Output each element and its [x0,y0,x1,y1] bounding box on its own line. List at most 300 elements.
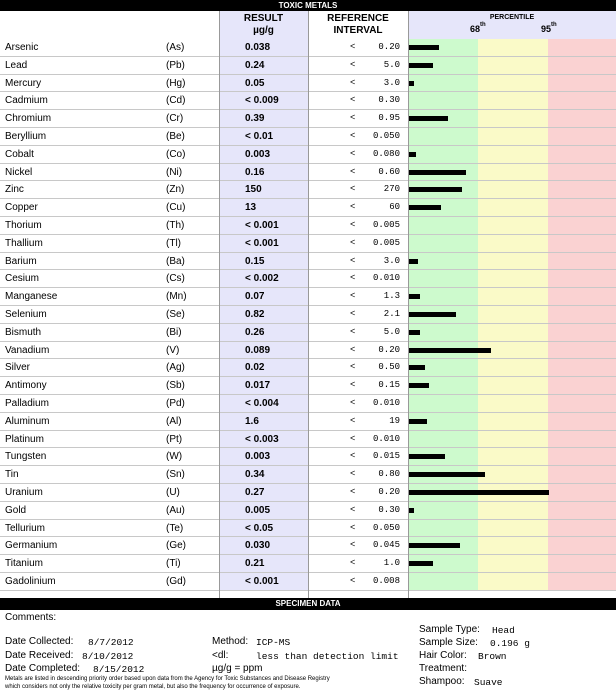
green-zone [408,395,478,412]
metal-symbol: (Sb) [166,380,185,392]
metal-symbol: (V) [166,344,180,356]
yellow-zone [478,164,548,181]
yellow-zone [478,75,548,92]
result-value: 1.6 [219,413,308,430]
metal-symbol: (Ba) [166,255,185,267]
metal-symbol: (Co) [166,148,186,160]
metal-symbol: (Pt) [166,433,183,445]
percentile-bar [408,348,491,353]
table-title: TOXIC METALS [0,0,616,11]
green-zone [408,253,478,270]
red-zone [548,270,616,287]
red-zone [548,164,616,181]
metal-symbol: (W) [166,451,183,463]
reference-value: 0.20 [378,344,400,355]
yellow-zone [478,502,548,519]
red-zone [548,520,616,537]
green-zone [408,92,478,109]
less-than-sign: < [350,291,356,302]
percentile-track [408,573,616,590]
percentile-bar [408,170,466,175]
percentile-bar [408,543,460,548]
result-value: 0.24 [219,57,308,74]
reference-value: 0.050 [372,522,400,533]
yellow-zone [478,128,548,145]
red-zone [548,377,616,394]
sample-size-label: Sample Size: [419,637,478,648]
percentile-bar [408,63,433,68]
metal-name: Lead [5,59,28,71]
less-than-sign: < [350,42,356,52]
footnote [5,675,425,691]
less-than-sign: < [350,397,356,408]
yellow-zone [478,199,548,216]
less-than-sign: < [350,202,356,213]
less-than-sign: < [350,380,356,391]
result-value: < 0.002 [219,270,308,287]
reference-value: 0.30 [378,504,400,515]
reference-value: 60 [389,202,400,213]
reference-column-header [308,11,408,39]
result-value: < 0.004 [219,395,308,412]
result-value: 0.05 [219,75,308,92]
reference-value: 0.008 [372,575,400,586]
percentile-bar [408,45,439,50]
result-value: 0.26 [219,324,308,341]
less-than-sign: < [350,59,356,70]
red-zone [548,395,616,412]
yellow-zone [478,146,548,163]
percentile-track [408,39,616,56]
reference-value: 0.045 [372,540,400,551]
metal-symbol: (Hg) [166,77,186,89]
red-zone [548,57,616,74]
percentile-track [408,502,616,519]
red-zone [548,555,616,572]
footnote-line-1: Metals are listed in descending priority order based upon data from the Agency for Toxic Substances and Disease Registry [5,676,330,682]
sample-size-value: 0.196 g [490,638,530,649]
result-value: 0.003 [219,448,308,465]
result-column-header [219,11,308,39]
percentile-95-label [541,24,557,34]
reference-value: 0.005 [372,237,400,248]
red-zone [548,359,616,376]
percentile-68-label [470,24,486,34]
metal-symbol: (Au) [166,504,185,516]
method-label: Method: [212,636,249,647]
reference-header-label: REFERENCE [327,13,389,24]
metal-name: Zinc [5,184,24,196]
yellow-zone [478,288,548,305]
metal-name: Tungsten [5,451,47,463]
less-than-sign: < [350,113,356,124]
red-zone [548,573,616,590]
treatment-label: Treatment: [419,663,467,674]
red-zone [548,253,616,270]
metal-symbol: (Be) [166,130,185,142]
metal-name: Cadmium [5,95,48,107]
red-zone [548,146,616,163]
percentile-track [408,413,616,430]
percentile-bar [408,152,416,157]
hair-color-label: Hair Color: [419,650,467,661]
less-than-sign: < [350,184,356,195]
metal-symbol: (Gd) [166,575,186,587]
metal-symbol: (Sn) [166,469,185,481]
column-divider [408,11,409,598]
less-than-sign: < [350,469,356,480]
dl-label: <dl: [212,650,229,661]
interval-header-label: INTERVAL [333,25,383,36]
metal-name: Silver [5,362,31,374]
less-than-sign: < [350,433,356,444]
red-zone [548,199,616,216]
dl-text: less than detection limit [256,651,399,662]
method-value: ICP-MS [256,637,291,648]
metal-name: Nickel [5,166,33,178]
percentile-track [408,466,616,483]
metal-symbol: (Te) [166,522,184,534]
column-divider [219,11,220,598]
metal-symbol: (Cs) [166,273,185,285]
percentile-bar [408,561,433,566]
metal-symbol: (Ge) [166,540,186,552]
date-completed-label: Date Completed: [5,663,81,674]
red-zone [548,217,616,234]
reference-value: 0.080 [372,148,400,159]
percentile-bar [408,187,462,192]
green-zone [408,75,478,92]
metal-name: Titanium [5,558,43,570]
percentile-bar [408,490,549,495]
reference-value: 5.0 [383,326,400,337]
date-received-label: Date Received: [5,650,74,661]
less-than-sign: < [350,255,356,266]
less-than-sign: < [350,362,356,373]
percentile-track [408,92,616,109]
metal-symbol: (Cd) [166,95,186,107]
p68-value: 68 [470,24,481,34]
metal-name: Thorium [5,219,42,231]
yellow-zone [478,39,548,56]
reference-value: 0.95 [378,113,400,124]
less-than-sign: < [350,486,356,497]
column-divider [308,11,309,598]
result-value: 0.39 [219,110,308,127]
reference-value: 19 [389,415,400,426]
reference-value: 1.3 [383,291,400,302]
percentile-bar [408,419,427,424]
less-than-sign: < [350,522,356,533]
reference-value: 0.50 [378,362,400,373]
metal-name: Thallium [5,237,43,249]
red-zone [548,431,616,448]
percentile-track [408,110,616,127]
date-collected-label: Date Collected: [5,636,74,647]
percentile-track [408,324,616,341]
result-value: 13 [219,199,308,216]
result-value: 0.15 [219,253,308,270]
reference-value: 0.010 [372,273,400,284]
less-than-sign: < [350,166,356,177]
metal-name: Arsenic [5,42,39,53]
result-value: 0.005 [219,502,308,519]
green-zone [408,128,478,145]
reference-value: 3.0 [383,255,400,266]
reference-value: 1.0 [383,558,400,569]
result-header-label: RESULT [243,13,284,24]
percentile-bar [408,383,429,388]
metal-symbol: (Ag) [166,362,185,374]
result-header-unit: µg/g [253,25,274,36]
reference-value: 3.0 [383,77,400,88]
green-zone [408,502,478,519]
result-value: 0.82 [219,306,308,323]
sample-type-value: Head [492,625,515,636]
metal-name: Tin [5,469,19,481]
p95-value: 95 [541,24,552,34]
metal-name: Platinum [5,433,44,445]
yellow-zone [478,253,548,270]
reference-value: 0.005 [372,219,400,230]
percentile-track [408,181,616,198]
result-value: < 0.01 [219,128,308,145]
yellow-zone [478,359,548,376]
result-value: 0.038 [219,39,308,56]
metal-symbol: (As) [166,42,185,53]
yellow-zone [478,520,548,537]
yellow-zone [478,306,548,323]
result-value: < 0.003 [219,431,308,448]
yellow-zone [478,181,548,198]
percentile-track [408,484,616,501]
less-than-sign: < [350,130,356,141]
red-zone [548,537,616,554]
metal-name: Cobalt [5,148,34,160]
percentile-track [408,235,616,252]
percentile-bar [408,205,441,210]
metal-name: Selenium [5,308,47,320]
percentile-track [408,306,616,323]
metal-symbol: (Bi) [166,326,182,338]
yellow-zone [478,466,548,483]
percentile-bar [408,259,418,264]
red-zone [548,128,616,145]
metal-name: Copper [5,202,38,214]
result-value: 0.089 [219,342,308,359]
result-value: 0.21 [219,555,308,572]
less-than-sign: < [350,237,356,248]
metal-name: Germanium [5,540,58,552]
percentile-track [408,57,616,74]
p95-suffix: th [551,22,557,28]
percentile-bar [408,116,448,121]
result-value: 0.003 [219,146,308,163]
yellow-zone [478,537,548,554]
less-than-sign: < [350,415,356,426]
red-zone [548,235,616,252]
percentile-bar [408,454,445,459]
footnote-line-2: which considers not only the relative toxicity per gram metal, but also the frequency for occurrence of exposure. [5,684,301,690]
percentile-track [408,288,616,305]
result-value: < 0.001 [219,217,308,234]
percentile-bar [408,472,485,477]
metal-symbol: (Pb) [166,59,185,71]
percentile-track [408,431,616,448]
shampoo-label: Shampoo: [419,676,465,687]
metal-name: Barium [5,255,37,267]
yellow-zone [478,377,548,394]
percentile-track [408,520,616,537]
metal-symbol: (Tl) [166,237,181,249]
less-than-sign: < [350,504,356,515]
metal-symbol: (Mn) [166,291,187,303]
result-value: 0.030 [219,537,308,554]
yellow-zone [478,431,548,448]
percentile-bar [408,330,420,335]
shampoo-value: Suave [474,677,503,688]
reference-value: 270 [383,184,400,195]
yellow-zone [478,324,548,341]
percentile-track [408,199,616,216]
sample-type-label: Sample Type: [419,624,480,635]
green-zone [408,520,478,537]
less-than-sign: < [350,326,356,337]
reference-value: 0.050 [372,130,400,141]
less-than-sign: < [350,451,356,462]
yellow-zone [478,270,548,287]
yellow-zone [478,217,548,234]
less-than-sign: < [350,148,356,159]
red-zone [548,181,616,198]
unit-text: µg/g = ppm [212,663,263,674]
result-value: < 0.009 [219,92,308,109]
percentile-track [408,270,616,287]
less-than-sign: < [350,308,356,319]
red-zone [548,484,616,501]
date-completed-value: 8/15/2012 [93,664,145,675]
percentile-bar [408,294,420,299]
green-zone [408,270,478,287]
reference-value: 0.010 [372,433,400,444]
percentile-track [408,537,616,554]
comments-label: Comments: [5,612,57,623]
metal-name: Aluminum [5,415,50,427]
percentile-track [408,253,616,270]
metal-name: Palladium [5,397,49,409]
metal-symbol: (Ti) [166,558,181,570]
result-value: < 0.05 [219,520,308,537]
percentile-track [408,128,616,145]
red-zone [548,342,616,359]
metal-symbol: (Th) [166,219,185,231]
less-than-sign: < [350,558,356,569]
less-than-sign: < [350,273,356,284]
result-value: 0.27 [219,484,308,501]
yellow-zone [478,448,548,465]
percentile-track [408,555,616,572]
less-than-sign: < [350,575,356,586]
yellow-zone [478,413,548,430]
yellow-zone [478,92,548,109]
metal-name: Tellurium [5,522,46,534]
result-value: 0.017 [219,377,308,394]
result-value: 0.34 [219,466,308,483]
green-zone [408,573,478,590]
result-value: 0.07 [219,288,308,305]
date-received-value: 8/10/2012 [82,651,134,662]
red-zone [548,466,616,483]
reference-value: 2.1 [383,308,400,319]
less-than-sign: < [350,344,356,355]
metal-name: Manganese [5,291,58,303]
metal-symbol: (Cr) [166,113,184,125]
reference-value: 0.30 [378,95,400,106]
metal-name: Vanadium [5,344,50,356]
reference-value: 0.80 [378,469,400,480]
less-than-sign: < [350,219,356,230]
metal-name: Uranium [5,486,43,498]
reference-value: 0.010 [372,397,400,408]
result-value: < 0.001 [219,235,308,252]
green-zone [408,146,478,163]
red-zone [548,502,616,519]
yellow-zone [478,110,548,127]
metal-symbol: (Cu) [166,202,186,214]
reference-value: 0.20 [378,486,400,497]
result-value: 0.16 [219,164,308,181]
hair-color-value: Brown [478,651,507,662]
red-zone [548,324,616,341]
percentile-track [408,395,616,412]
red-zone [548,413,616,430]
percentile-track [408,342,616,359]
yellow-zone [478,573,548,590]
red-zone [548,110,616,127]
result-value: < 0.001 [219,573,308,590]
yellow-zone [478,57,548,74]
metal-symbol: (Al) [166,415,182,427]
less-than-sign: < [350,540,356,551]
red-zone [548,75,616,92]
metal-symbol: (U) [166,486,180,498]
metal-name: Bismuth [5,326,42,338]
metal-name: Antimony [5,380,47,392]
specimen-data-title: SPECIMEN DATA [0,598,616,610]
red-zone [548,39,616,56]
p68-suffix: th [480,22,486,28]
result-value: 150 [219,181,308,198]
metal-name: Gold [5,504,27,516]
metal-name: Beryllium [5,130,47,142]
percentile-track [408,377,616,394]
date-collected-value: 8/7/2012 [88,637,134,648]
percentile-header-label: PERCENTILE [489,14,535,21]
reference-value: 5.0 [383,59,400,70]
reference-value: 0.015 [372,451,400,462]
yellow-zone [478,235,548,252]
metal-name: Mercury [5,77,42,89]
result-value: 0.02 [219,359,308,376]
red-zone [548,92,616,109]
metal-name: Cesium [5,273,39,285]
green-zone [408,431,478,448]
metal-name: Chromium [5,113,52,125]
reference-value: 0.60 [378,166,400,177]
percentile-track [408,217,616,234]
metal-symbol: (Se) [166,308,185,320]
metal-name: Gadolinium [5,575,56,587]
